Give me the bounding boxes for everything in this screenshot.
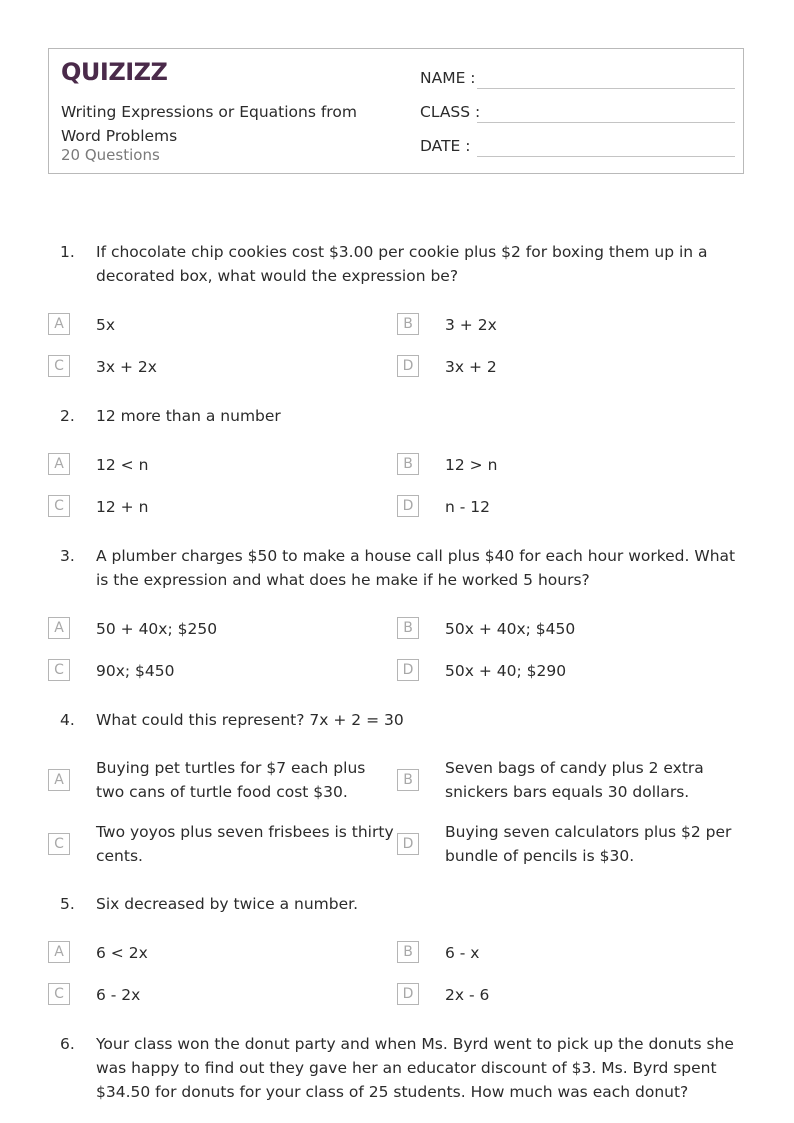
option-text: 3x + 2 xyxy=(445,358,497,376)
option-letter: C xyxy=(48,659,70,681)
option-letter: C xyxy=(48,983,70,1005)
option-text: 50x + 40x; $450 xyxy=(445,620,576,638)
option-text: 2x - 6 xyxy=(445,986,490,1004)
option-text: 6 - x xyxy=(445,944,480,962)
option-letter: C xyxy=(48,495,70,517)
option-text: 12 < n xyxy=(96,456,149,474)
question-text: If chocolate chip cookies cost $3.00 per cookie plus $2 for boxing them up in a decorated box, what would the expression be? xyxy=(96,243,708,285)
question-text: What could this represent? 7x + 2 = 30 xyxy=(96,711,404,729)
name-label: NAME : xyxy=(420,69,476,87)
option-text: 12 + n xyxy=(96,498,149,516)
option-letter: C xyxy=(48,355,70,377)
question-text: Six decreased by twice a number. xyxy=(96,895,358,913)
class-line[interactable] xyxy=(477,122,735,123)
option-letter: B xyxy=(397,941,419,963)
name-field[interactable] xyxy=(420,67,735,91)
option-letter: A xyxy=(48,617,70,639)
option-text: 6 - 2x xyxy=(96,986,141,1004)
option-text: 5x xyxy=(96,316,116,334)
question-number: 6. xyxy=(60,1035,75,1053)
worksheet-header xyxy=(48,48,744,174)
option-text: 3x + 2x xyxy=(96,358,157,376)
option-letter: D xyxy=(397,833,419,855)
question-number: 4. xyxy=(60,711,75,729)
name-line[interactable] xyxy=(477,88,735,89)
option-letter: C xyxy=(48,833,70,855)
option-text: 90x; $450 xyxy=(96,662,175,680)
question-text: 12 more than a number xyxy=(96,407,281,425)
question-number: 1. xyxy=(60,243,75,261)
date-field[interactable] xyxy=(420,135,735,159)
date-label: DATE : xyxy=(420,137,471,155)
date-line[interactable] xyxy=(477,156,735,157)
option-text: 3 + 2x xyxy=(445,316,497,334)
question-number: 2. xyxy=(60,407,75,425)
option-text: Buying seven calculators plus $2 per bundle of pencils is $30. xyxy=(445,823,732,865)
option-letter: A xyxy=(48,769,70,791)
option-text: Seven bags of candy plus 2 extra snickers bars equals 30 dollars. xyxy=(445,759,704,801)
option-letter: A xyxy=(48,453,70,475)
option-text: Buying pet turtles for $7 each plus two cans of turtle food cost $30. xyxy=(96,759,366,801)
question-text: A plumber charges $50 to make a house call plus $40 for each hour worked. What is the expression and what does he make if he worked 5 hours? xyxy=(96,547,736,589)
class-field[interactable] xyxy=(420,101,735,125)
question-number: 3. xyxy=(60,547,75,565)
option-text: 6 < 2x xyxy=(96,944,148,962)
option-letter: D xyxy=(397,659,419,681)
option-text: 50 + 40x; $250 xyxy=(96,620,218,638)
option-letter: A xyxy=(48,313,70,335)
option-text: n - 12 xyxy=(445,498,490,516)
option-letter: B xyxy=(397,313,419,335)
option-letter: D xyxy=(397,983,419,1005)
option-letter: B xyxy=(397,769,419,791)
worksheet-title: Writing Expressions or Equations from Word Problems xyxy=(61,103,357,145)
option-text: 50x + 40; $290 xyxy=(445,662,567,680)
option-text: 12 > n xyxy=(445,456,498,474)
question-count: 20 Questions xyxy=(61,146,160,164)
class-label: CLASS : xyxy=(420,103,481,121)
question-text: Your class won the donut party and when Ms. Byrd went to pick up the donuts she was happy to find out they gave her an educator discount of $3. Ms. Byrd spent $34.50 for donuts for your class of 25 students. How much was each donut? xyxy=(96,1035,734,1101)
option-letter: B xyxy=(397,453,419,475)
option-letter: A xyxy=(48,941,70,963)
option-letter: D xyxy=(397,355,419,377)
quizizz-logo: QUIZIZZ xyxy=(61,58,168,86)
option-letter: D xyxy=(397,495,419,517)
option-text: Two yoyos plus seven frisbees is thirty cents. xyxy=(96,823,394,865)
question-number: 5. xyxy=(60,895,75,913)
option-letter: B xyxy=(397,617,419,639)
